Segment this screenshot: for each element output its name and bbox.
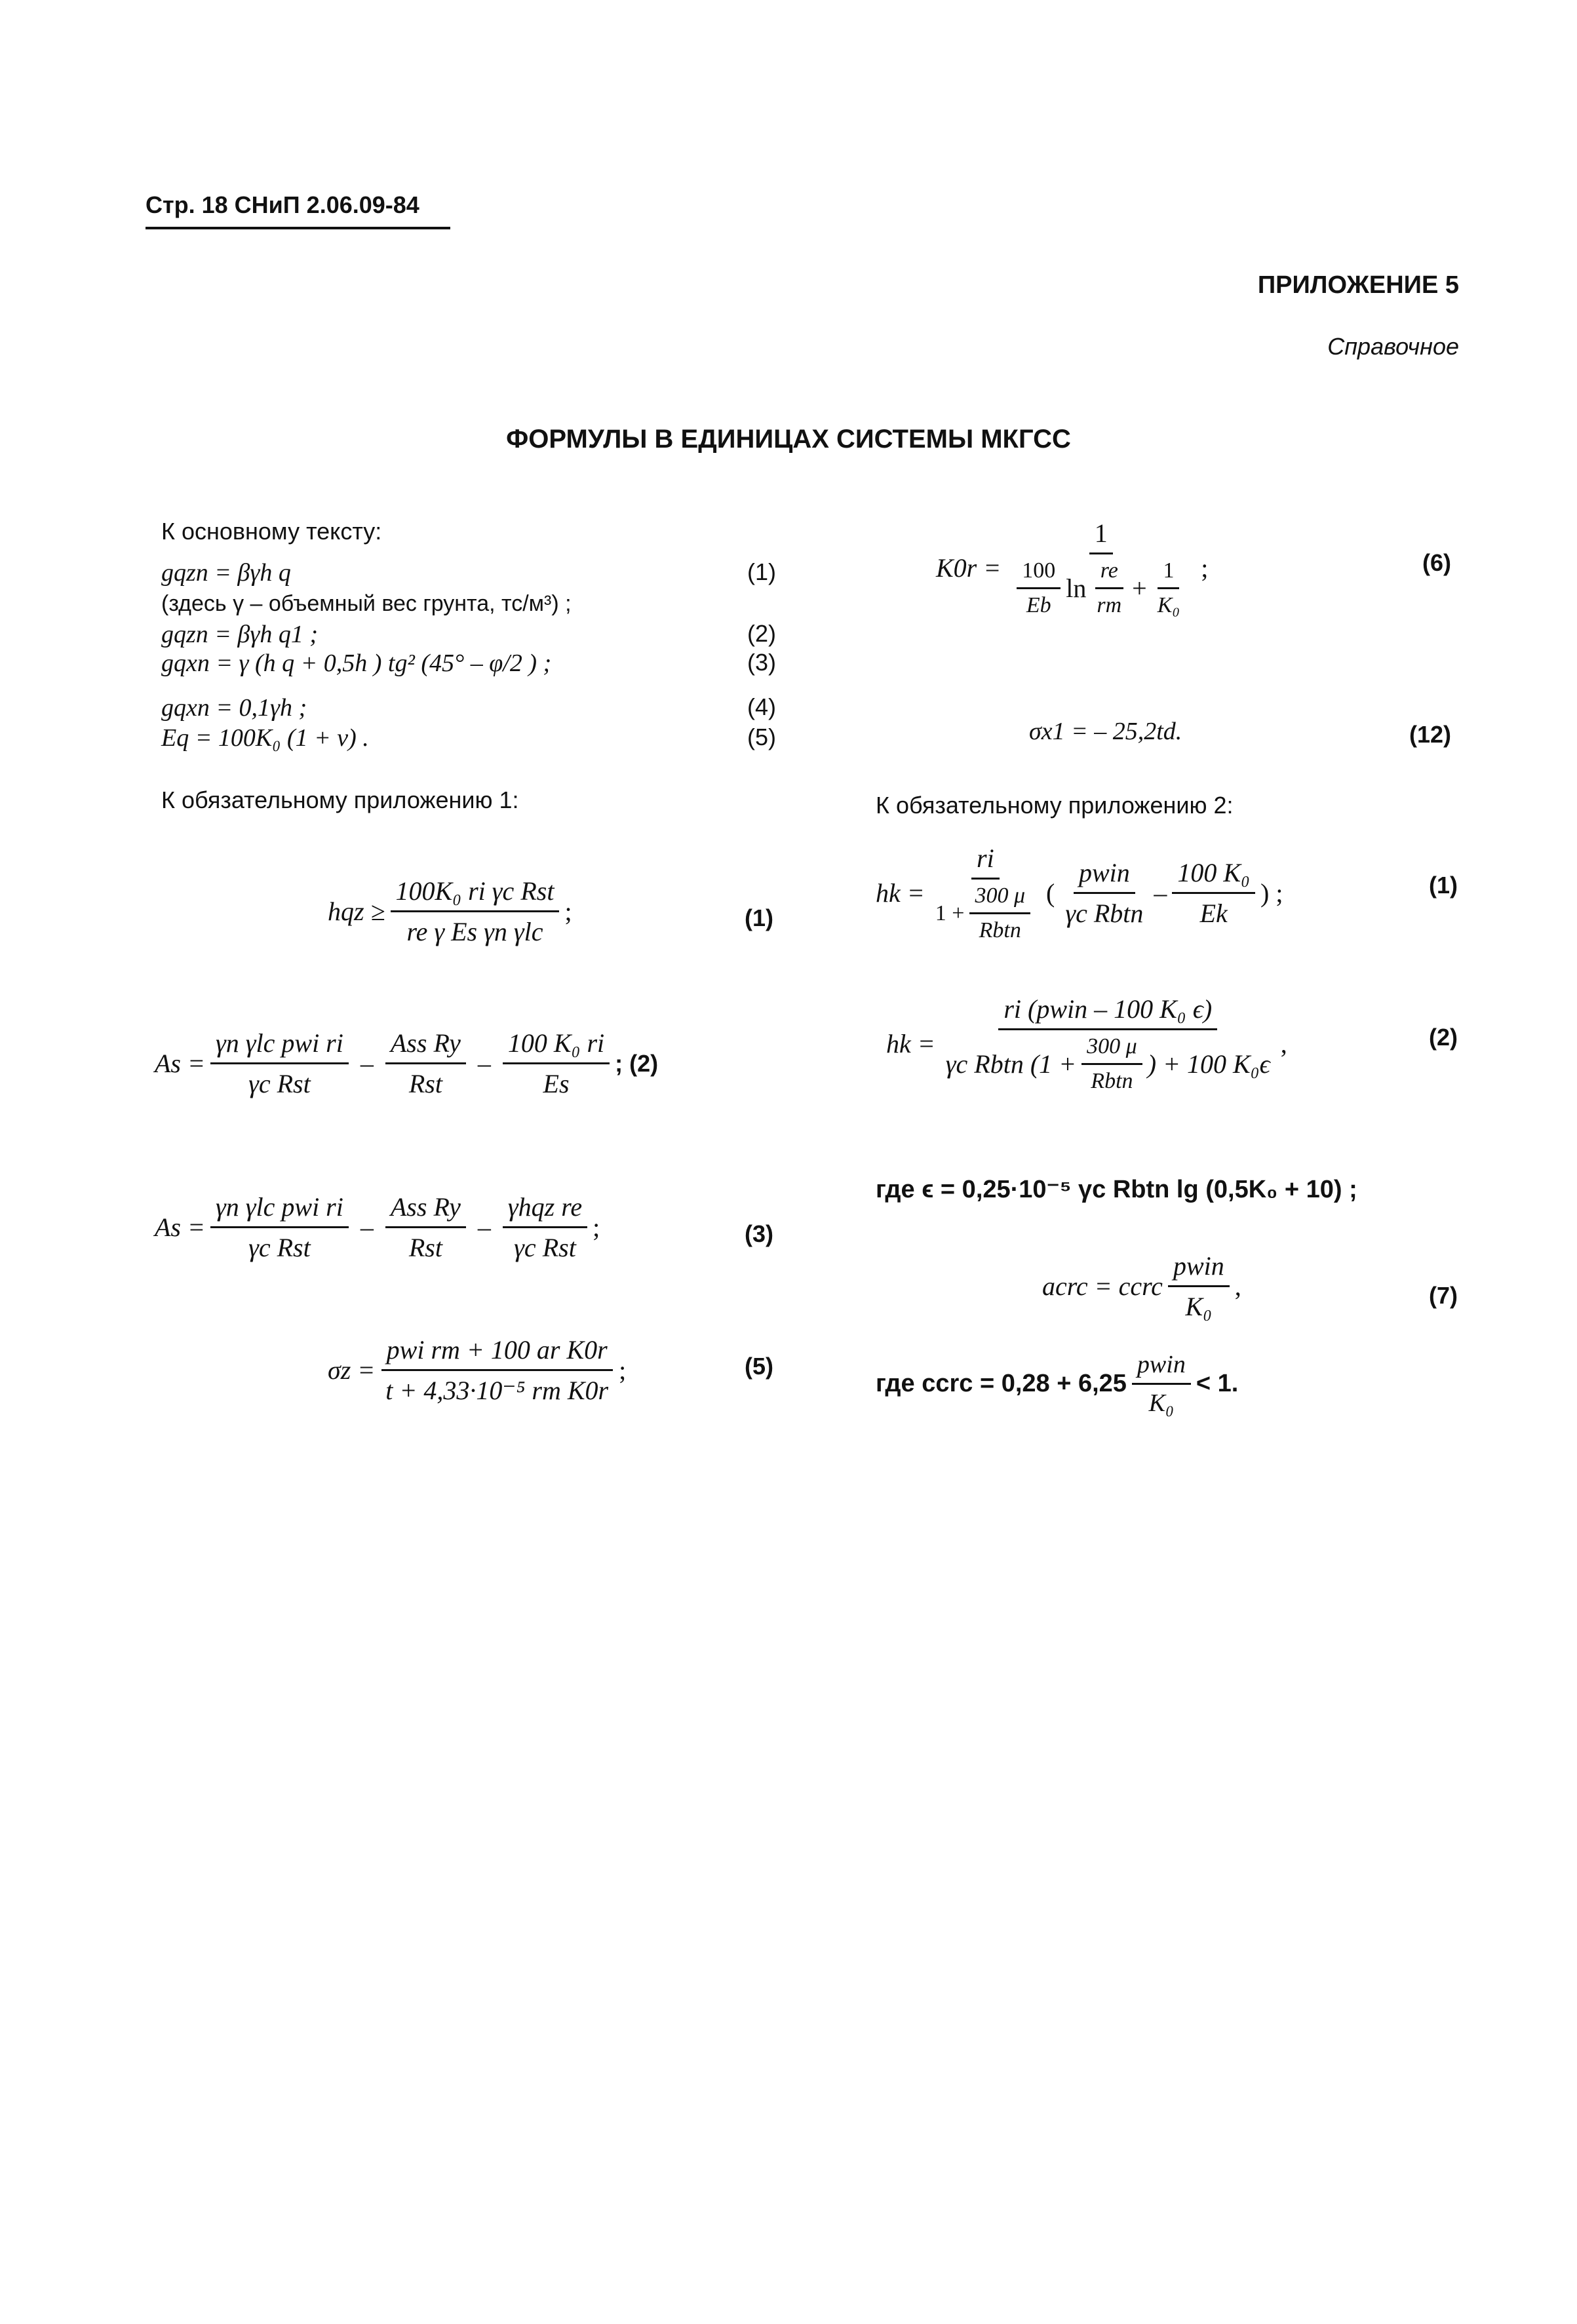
fraction xyxy=(385,1028,466,1099)
denominator: K₀ xyxy=(1157,593,1180,617)
formula-lhs: σz = xyxy=(328,1355,376,1385)
fraction xyxy=(930,843,1041,943)
formula-number: (3) xyxy=(745,1220,773,1247)
formula-sigma-x1: σx1 = – 25,2td. xyxy=(1029,718,1182,745)
formula-number: (2) xyxy=(1429,1024,1458,1051)
section-heading-main: К основному тексту: xyxy=(161,518,382,545)
fraction xyxy=(1172,857,1255,929)
denominator: Es xyxy=(543,1069,570,1098)
fraction xyxy=(1168,1250,1230,1322)
page-header: Стр. 18 СНиП 2.06.09-84 xyxy=(146,191,419,218)
formula-hk-1: hk = ri 1 + $\frac{300 \mu}{\text{Rbtn}}$ ( $\frac{\text{pwin}}{\text{γc Rbtn}}$ – $\frac{\text{100 K₀}}{Ek}$ ) ; xyxy=(876,843,1283,942)
formula-tail: ; xyxy=(1201,553,1209,583)
numerator: 100K₀ ri γc Rst xyxy=(391,876,560,912)
formula-tail: ; xyxy=(564,897,572,926)
denominator: Rst xyxy=(408,1069,442,1098)
fraction xyxy=(1152,558,1186,618)
numerator: γhqz re xyxy=(503,1191,587,1228)
formula-number: (3) xyxy=(747,649,776,676)
denominator: K₀ xyxy=(1148,1389,1175,1417)
denominator: γc Rbtn xyxy=(1065,899,1144,928)
formula-lhs: K0r = xyxy=(936,553,1002,583)
fraction xyxy=(391,876,560,947)
fraction xyxy=(969,883,1030,943)
fraction xyxy=(380,1334,613,1406)
formula-acrc xyxy=(1042,1250,1241,1322)
section-heading-appendix1: К обязательному приложению 1: xyxy=(161,786,519,813)
formula-line: gqzn = βγh q xyxy=(161,559,291,587)
fraction xyxy=(503,1191,587,1263)
denominator: Rbtn xyxy=(1091,1069,1133,1093)
formula-line: gqzn = βγh q1 ; xyxy=(161,621,318,648)
formula-tail: ; xyxy=(593,1212,600,1242)
denominator: γc Rst xyxy=(248,1069,311,1098)
numerator: ri (pwin – 100 K₀ ϵ) xyxy=(998,994,1217,1030)
numerator: 300 μ xyxy=(969,883,1030,914)
denominator: 1 + $\frac{300 \mu}{\text{Rbtn}}$ xyxy=(930,880,1041,943)
appendix-label: ПРИЛОЖЕНИЕ 5 xyxy=(1257,271,1459,299)
denominator: Rbtn xyxy=(979,918,1021,942)
formula-hqz xyxy=(328,876,572,947)
fraction xyxy=(210,1191,349,1263)
formula-tail: , xyxy=(1234,1271,1241,1301)
denominator: Eb xyxy=(1026,593,1051,617)
numerator: 100 K₀ xyxy=(1172,857,1255,894)
formula-tail: , xyxy=(1280,1029,1287,1058)
formula-as-3: As = $\frac{\text{γn γlc pwi ri}}{\text{γc Rst}}$ – $\frac{\text{Ass Ry}}{\text{Rst}}$ – $\frac{\text{γhqz re}}{\text{γc Rst}}$ ; xyxy=(155,1192,600,1262)
numerator: 100 K₀ ri xyxy=(503,1028,610,1064)
formula-line: gqxn = 0,1γh ; xyxy=(161,694,307,722)
denominator: Ek xyxy=(1199,899,1228,928)
ln-operator: ln xyxy=(1066,573,1087,603)
formula-number: (1) xyxy=(747,558,776,585)
denominator: rm xyxy=(1097,593,1122,617)
formula-tail: ; xyxy=(619,1355,627,1385)
denominator: γc Rst xyxy=(514,1233,576,1262)
denominator: Rst xyxy=(408,1233,442,1262)
fraction xyxy=(385,1191,466,1263)
numerator: pwi rm + 100 ar K0r xyxy=(381,1334,613,1371)
numerator: 1 xyxy=(1089,518,1113,554)
formula-as-2: As = $\frac{\text{γn γlc pwi ri}}{\text{γc Rst}}$ – $\frac{\text{Ass Ry}}{\text{Rst}}$ – $\frac{\text{100 K₀ ri}}{Es}$ ; (2) xyxy=(155,1028,659,1098)
appendix-kind: Справочное xyxy=(1327,333,1459,360)
numerator: re xyxy=(1095,558,1123,589)
numerator: 1 xyxy=(1158,558,1179,589)
section-heading-appendix2: К обязательному приложению 2: xyxy=(876,792,1234,819)
formula-number: (1) xyxy=(745,904,773,931)
numerator: Ass Ry xyxy=(385,1191,466,1228)
epsilon-definition: где ϵ = 0,25·10⁻⁵ γc Rbtn lg (0,5K₀ + 10) ; xyxy=(876,1176,1357,1203)
formula-number: (5) xyxy=(745,1353,773,1380)
formula-number: (5) xyxy=(747,724,776,750)
denominator: γc Rst xyxy=(248,1233,311,1262)
page-title: ФОРМУЛЫ В ЕДИНИЦАХ СИСТЕМЫ МКГСС xyxy=(506,425,1071,454)
numerator: pwin xyxy=(1168,1250,1230,1287)
formula-note: (здесь γ – объемный вес грунта, тс/м³) ; xyxy=(161,591,572,616)
numerator: ri xyxy=(971,843,1000,880)
numerator: pwin xyxy=(1074,857,1135,894)
numerator: γn γlc pwi ri xyxy=(210,1028,349,1064)
formula-line: Eq = 100K₀ (1 + ν) . xyxy=(161,724,369,752)
denominator: t + 4,33·10⁻⁵ rm K0r xyxy=(385,1376,609,1405)
formula-lhs: As = xyxy=(155,1212,205,1242)
denominator: re γ Es γn γlc xyxy=(406,917,543,946)
numerator: 300 μ xyxy=(1081,1034,1142,1065)
numerator: pwin xyxy=(1132,1350,1191,1385)
numerator: γn γlc pwi ri xyxy=(210,1191,349,1228)
formula-tail: ; (2) xyxy=(615,1049,659,1077)
fraction xyxy=(1132,1350,1191,1418)
formula-k0r xyxy=(936,518,1208,618)
formula-number: (2) xyxy=(747,620,776,647)
formula-number: (12) xyxy=(1409,721,1452,748)
fraction xyxy=(1060,857,1148,929)
denominator: γc Rbtn (1 + $\frac{300 \mu}{\text{Rbtn}}$ ) + 100 K₀ϵ xyxy=(945,1034,1270,1093)
fraction xyxy=(1017,558,1061,618)
formula-lhs: As = xyxy=(155,1049,205,1078)
formula-tail: ) ; xyxy=(1260,878,1283,908)
fraction xyxy=(210,1028,349,1099)
fraction xyxy=(1006,518,1196,618)
numerator: 100 xyxy=(1017,558,1061,589)
formula-number: (1) xyxy=(1429,872,1458,899)
header-rule xyxy=(146,227,450,229)
numerator: Ass Ry xyxy=(385,1028,466,1064)
formula-lhs: hk = xyxy=(876,878,925,908)
formula-sigma-z xyxy=(328,1334,626,1406)
ccrc-condition: где ccrc = 0,28 + 6,25 $\frac{\text{pwin}}{\text{K₀}}$ < 1. xyxy=(876,1351,1239,1417)
formula-lhs: hqz ≥ xyxy=(328,897,385,926)
formula-lhs: hk = xyxy=(886,1029,935,1058)
formula-hk-2 xyxy=(886,994,1287,1094)
formula-number: (6) xyxy=(1422,549,1451,576)
fraction xyxy=(503,1028,610,1099)
formula-lhs: acrc = ccrc xyxy=(1042,1271,1163,1301)
fraction xyxy=(1091,558,1127,618)
formula-number: (7) xyxy=(1429,1282,1458,1309)
formula-line: gqxn = γ (h q + 0,5h ) tg² (45° – φ/2 ) ; xyxy=(161,649,552,677)
formula-number: (4) xyxy=(747,693,776,720)
denominator: K₀ xyxy=(1185,1292,1213,1321)
fraction xyxy=(1081,1034,1142,1094)
denominator: $\frac{100}{Eb}$ ln $\frac{re}{rm}$ + $\frac{1}{\text{K₀}}$ xyxy=(1006,554,1196,618)
fraction xyxy=(941,994,1275,1094)
